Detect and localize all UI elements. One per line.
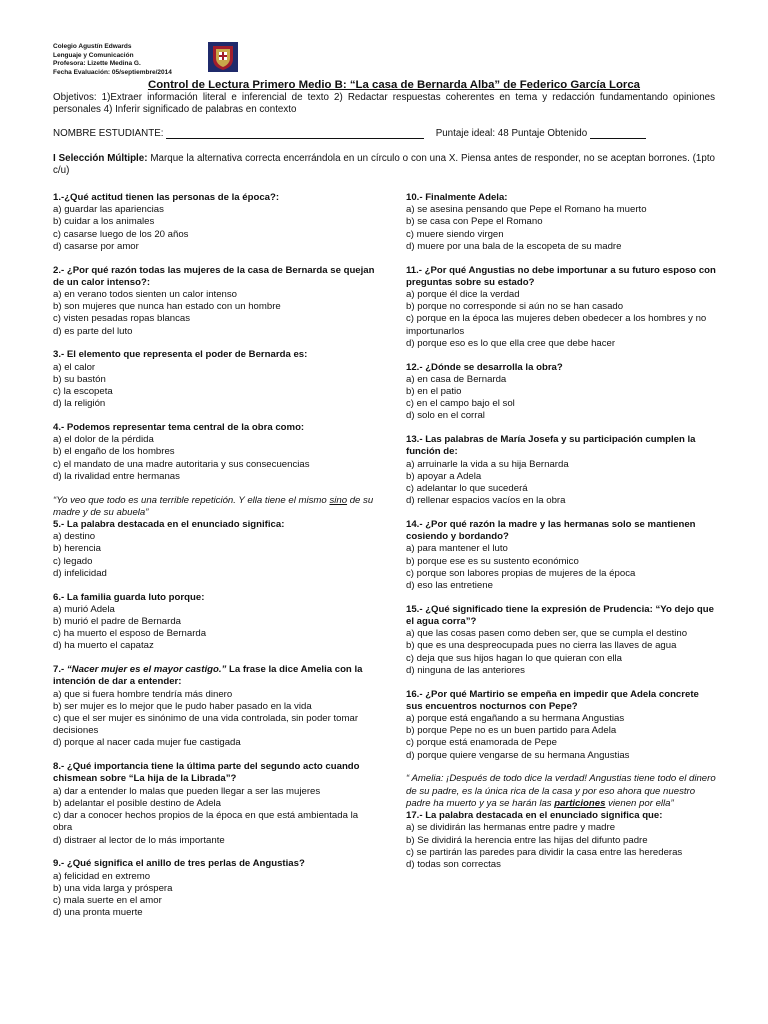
teacher-name: Profesora: Lizette Medina G. xyxy=(53,60,141,68)
question-14-option-b[interactable]: b) porque ese es su sustento económico xyxy=(406,555,579,567)
question-9-option-b[interactable]: b) una vida larga y próspera xyxy=(53,882,173,894)
question-13-option-c[interactable]: c) adelantar lo que sucederá xyxy=(406,483,528,495)
quote-1-highlighted-word: sino xyxy=(329,494,348,506)
question-9-option-c[interactable]: c) mala suerte en el amor xyxy=(53,894,162,906)
question-6-option-b[interactable]: b) murió el padre de Bernarda xyxy=(53,616,181,628)
question-8-option-a[interactable]: a) dar a entender lo malas que pueden llegar a ser las mujeres xyxy=(53,785,321,797)
question-12-option-b[interactable]: b) en el patio xyxy=(406,386,462,398)
question-6-option-d[interactable]: d) ha muerto el capataz xyxy=(53,640,154,652)
question-10-stem: 10.- Finalmente Adela: xyxy=(406,192,508,203)
question-2-option-a[interactable]: a) en verano todos sienten un calor intenso xyxy=(53,289,238,301)
quote-2-highlighted-word: particiones xyxy=(554,797,606,809)
question-15-option-a[interactable]: a) que las cosas pasen como deben ser, que se cumpla el destino xyxy=(406,628,688,640)
question-13-stem: 13.- Las palabras de María Josefa y su participación cumplen la función de: xyxy=(406,434,696,458)
question-14-stem: 14.- ¿Por qué razón la madre y las hermanas solo se mantienen cosiendo y bordando? xyxy=(406,519,696,543)
question-12 xyxy=(406,362,718,423)
question-7-stem-text: La frase la dice Amelia con la intención de dar a entender: xyxy=(53,664,363,688)
question-8-option-b[interactable]: b) adelantar el posible destino de Adela xyxy=(53,797,222,809)
question-14-option-d[interactable]: d) eso las entretiene xyxy=(406,580,493,592)
question-10-option-c[interactable]: c) muere siendo virgen xyxy=(406,228,504,240)
question-12-stem: 12.- ¿Dónde se desarrolla la obra? xyxy=(406,361,563,373)
right-column xyxy=(406,192,718,871)
question-3-option-b[interactable]: b) su bastón xyxy=(53,373,106,385)
question-9-option-a[interactable]: a) felicidad en extremo xyxy=(53,870,151,882)
obtained-score-field[interactable] xyxy=(590,128,646,139)
question-1-option-b[interactable]: b) cuidar a los animales xyxy=(53,216,155,228)
question-16-option-c[interactable]: c) porque está enamorada de Pepe xyxy=(406,737,557,749)
question-15-option-d[interactable]: d) ninguna de las anteriores xyxy=(406,664,525,676)
question-11-option-b[interactable]: b) porque no corresponde si aún no se han casado xyxy=(406,301,624,313)
question-16-option-a[interactable]: a) porque está engañando a su hermana Angustias xyxy=(406,713,625,725)
question-6 xyxy=(53,592,375,653)
school-crest-icon xyxy=(208,42,238,72)
question-13 xyxy=(406,434,718,507)
question-15-option-c[interactable]: c) deja que sus hijos hagan lo que quieran con ella xyxy=(406,652,623,664)
question-14-option-a[interactable]: a) para mantener el luto xyxy=(406,543,508,555)
quote-1 xyxy=(53,495,375,519)
question-8-option-c[interactable]: c) dar a conocer hechos propios de la época en que está ambientada la obra xyxy=(53,810,359,834)
question-10 xyxy=(406,192,718,253)
question-17-stem: 17.- La palabra destacada en el enunciado significa que: xyxy=(406,810,663,822)
question-10-option-a[interactable]: a) se asesina pensando que Pepe el Romano ha muerto xyxy=(406,204,647,216)
question-5-stem: 5.- La palabra destacada en el enunciado significa: xyxy=(53,519,285,531)
exam-title: Control de Lectura Primero Medio B: “La casa de Bernarda Alba” de Federico García Lorca xyxy=(147,79,641,91)
question-11-option-c[interactable]: c) porque en la época las mujeres deben obedecer a los hombres y no importunarlos xyxy=(406,313,707,337)
question-17 xyxy=(406,810,718,871)
question-2-option-c[interactable]: c) visten pesadas ropas blancas xyxy=(53,313,191,325)
question-8-stem: 8.- ¿Qué importancia tiene la última parte del segundo acto cuando chismean sobre “La hija de la Librada”? xyxy=(53,761,360,785)
question-14 xyxy=(406,519,718,592)
question-5 xyxy=(53,519,375,580)
question-2 xyxy=(53,265,375,338)
question-4-stem: 4.- Podemos representar tema central de la obra como: xyxy=(53,422,305,434)
question-9 xyxy=(53,858,375,919)
question-1-option-c[interactable]: c) casarse luego de los 20 años xyxy=(53,228,189,240)
question-1-option-d[interactable]: d) casarse por amor xyxy=(53,240,139,252)
question-4-option-b[interactable]: b) el engaño de los hombres xyxy=(53,446,175,458)
question-7-option-a[interactable]: a) que si fuera hombre tendría más dinero xyxy=(53,688,233,700)
question-7-option-c[interactable]: c) que el ser mujer es sinónimo de una vida controlada, sin poder tomar decisiones xyxy=(53,713,359,737)
question-4-option-c[interactable]: c) el mandato de una madre autoritaria y sus consecuencias xyxy=(53,458,310,470)
question-4 xyxy=(53,422,375,483)
section-instructions xyxy=(53,153,715,178)
question-17-option-c[interactable]: c) se partirán las paredes para dividir la casa entre las herederas xyxy=(406,846,683,858)
question-5-option-d[interactable]: d) infelicidad xyxy=(53,567,107,579)
question-8 xyxy=(53,761,375,846)
question-7-quote: “Nacer mujer es el mayor castigo.” xyxy=(66,664,227,676)
section-instructions-text: Marque la alternativa correcta encerrándola en un círculo o con una X. Piensa antes de responder, no se aceptan borrones. (1pto c/u) xyxy=(53,153,715,177)
question-12-option-d[interactable]: d) solo en el corral xyxy=(406,410,485,422)
question-6-option-a[interactable]: a) murió Adela xyxy=(53,603,115,615)
quote-1-start: “Yo veo que todo es una terrible repetición. Y ella tiene el mismo xyxy=(53,494,330,506)
question-4-option-d[interactable]: d) la rivalidad entre hermanas xyxy=(53,470,180,482)
question-7-option-d[interactable]: d) porque al nacer cada mujer fue castigada xyxy=(53,737,241,749)
question-11-option-d[interactable]: d) porque eso es lo que ella cree que debe hacer xyxy=(406,337,616,349)
objectives-text: Objetivos: 1)Extraer información literal e inferencial de texto 2) Redactar respuestas coherentes en tema y redacción fundamentando opiniones personales 4) Inferir significado de palabras en contexto xyxy=(53,92,715,116)
question-16-option-b[interactable]: b) porque Pepe no es un buen partido para Adela xyxy=(406,725,617,737)
question-5-option-b[interactable]: b) herencia xyxy=(53,543,101,555)
question-11-stem: 11.- ¿Por qué Angustias no debe importunar a su futuro esposo con preguntas sobre su estado? xyxy=(406,264,716,288)
school-header xyxy=(53,43,172,77)
question-3-option-d[interactable]: d) la religión xyxy=(53,398,106,410)
question-16 xyxy=(406,689,718,762)
question-9-stem: 9.- ¿Qué significa el anillo de tres perlas de Angustias? xyxy=(53,858,305,870)
question-11-option-a[interactable]: a) porque él dice la verdad xyxy=(406,289,520,301)
question-10-option-d[interactable]: d) muere por una bala de la escopeta de su madre xyxy=(406,240,622,252)
subject-name: Lenguaje y Comunicación xyxy=(53,51,134,59)
question-17-option-a[interactable]: a) se dividirán las hermanas entre padre y madre xyxy=(406,822,616,834)
question-13-option-b[interactable]: b) apoyar a Adela xyxy=(406,470,482,482)
quote-2-end: vienen por ella” xyxy=(605,797,674,809)
question-16-option-d[interactable]: d) porque quiere vengarse de su hermana Angustias xyxy=(406,749,630,761)
question-1-stem: 1.-¿Qué actitud tienen las personas de la época?: xyxy=(53,192,280,203)
question-8-option-d[interactable]: d) distraer al lector de lo más importante xyxy=(53,834,225,846)
question-13-option-d[interactable]: d) rellenar espacios vacíos en la obra xyxy=(406,495,566,507)
obtained-score-label: Puntaje Obtenido xyxy=(511,128,588,139)
question-2-option-d[interactable]: d) es parte del luto xyxy=(53,325,133,337)
question-15 xyxy=(406,604,718,677)
student-name-label: NOMBRE ESTUDIANTE: xyxy=(53,128,164,139)
question-10-option-b[interactable]: b) se casa con Pepe el Romano xyxy=(406,216,543,228)
question-7-number: 7.- xyxy=(53,664,67,676)
question-7-stem xyxy=(53,664,375,688)
student-name-field[interactable] xyxy=(166,128,424,139)
question-16-stem: 16.- ¿Por qué Martirio se empeña en impedir que Adela concrete sus encuentros nocturnos con Pepe? xyxy=(406,688,699,712)
question-1 xyxy=(53,192,375,253)
question-12-option-a[interactable]: a) en casa de Bernarda xyxy=(406,373,507,385)
quote-2-start: “ Amelia: ¡Después de todo dice la verdad! Angustias tiene todo el dinero de su padre, es la única rica de la casa y por eso ahora que nuestro padre ha muerto y ya se harán las xyxy=(406,773,716,809)
question-7 xyxy=(53,664,375,749)
question-5-option-c[interactable]: c) legado xyxy=(53,555,93,567)
question-12-option-c[interactable]: c) en el campo bajo el sol xyxy=(406,398,515,410)
quote-1-end: de su madre y de su abuela” xyxy=(53,494,374,518)
question-11 xyxy=(406,265,718,350)
left-column xyxy=(53,192,375,919)
question-4-option-a[interactable]: a) el dolor de la pérdida xyxy=(53,434,154,446)
question-14-option-c[interactable]: c) porque son labores propias de mujeres de la época xyxy=(406,567,636,579)
question-7-option-b[interactable]: b) ser mujer es lo mejor que le pudo haber pasado en la vida xyxy=(53,700,312,712)
question-3-option-a[interactable]: a) el calor xyxy=(53,361,96,373)
question-2-option-b[interactable]: b) son mujeres que nunca han estado con un hombre xyxy=(53,301,281,313)
question-3-option-c[interactable]: c) la escopeta xyxy=(53,386,113,398)
question-1-option-a[interactable]: a) guardar las apariencias xyxy=(53,204,164,216)
question-3-stem: 3.- El elemento que representa el poder de Bernarda es: xyxy=(53,349,308,361)
question-3 xyxy=(53,349,375,410)
evaluation-date: Fecha Evaluación: 05/septiembre/2014 xyxy=(53,68,172,76)
question-9-option-d[interactable]: d) una pronta muerte xyxy=(53,907,143,919)
school-name: Colegio Agustín Edwards xyxy=(53,43,132,50)
question-6-stem: 6.- La familia guarda luto porque: xyxy=(53,591,205,603)
question-13-option-a[interactable]: a) arruinarle la vida a su hija Bernarda xyxy=(406,458,569,470)
question-15-stem: 15.- ¿Qué significado tiene la expresión de Prudencia: “Yo dejo que el agua corra”? xyxy=(406,603,714,628)
question-5-option-a[interactable]: a) destino xyxy=(53,531,96,543)
section-heading: I Selección Múltiple: xyxy=(53,153,148,164)
question-15-option-b[interactable]: b) que es una despreocupada pues no cierra las llaves de agua xyxy=(406,640,677,652)
question-17-option-d[interactable]: d) todas son correctas xyxy=(406,858,501,870)
question-17-option-b[interactable]: b) Se dividirá la herencia entre las hijas del difunto padre xyxy=(406,834,648,846)
question-6-option-c[interactable]: c) ha muerto el esposo de Bernarda xyxy=(53,628,207,640)
question-2-stem: 2.- ¿Por qué razón todas las mujeres de la casa de Bernarda se quejan de un calor intenso?: xyxy=(53,264,375,288)
quote-2 xyxy=(406,773,718,810)
ideal-score: Puntaje ideal: 48 xyxy=(435,128,509,139)
student-info-row xyxy=(53,128,715,139)
